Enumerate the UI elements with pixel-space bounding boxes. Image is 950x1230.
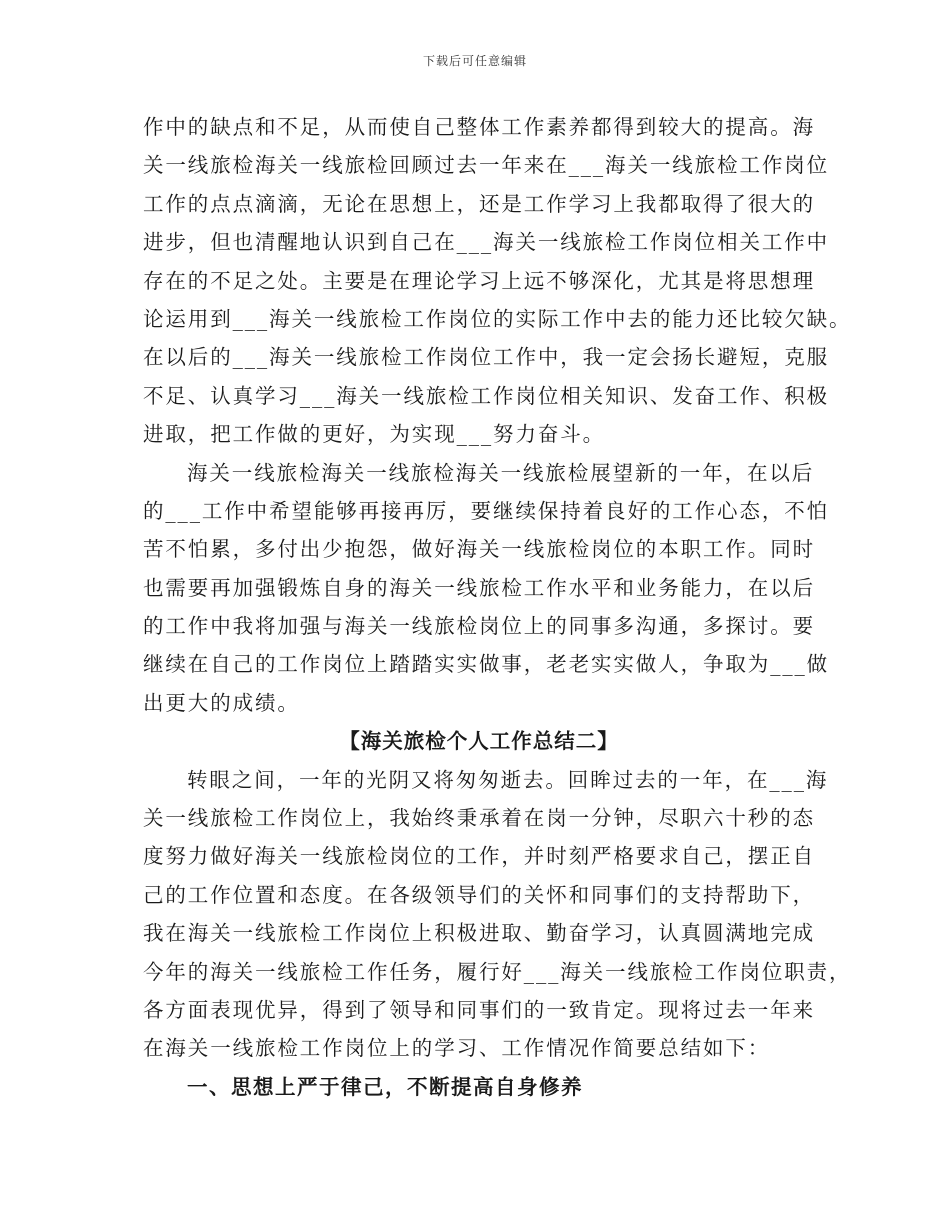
text-line: 各方面表现优异，得到了领导和同事们的一致肯定。现将过去一年来 bbox=[143, 997, 815, 1022]
text-line: 转眼之间，一年的光阴又将匆匆逝去。回眸过去的一年，在___海 bbox=[187, 767, 829, 792]
text-line: 在海关一线旅检工作岗位上的学习、工作情况作简要总结如下： bbox=[143, 1036, 771, 1061]
text-line: 的___工作中希望能够再接再厉，要继续保持着良好的工作心态，不怕 bbox=[143, 498, 830, 523]
page-header: 下载后可任意编辑 bbox=[422, 54, 527, 68]
paragraph bbox=[143, 108, 852, 454]
text-line: 海关一线旅检海关一线旅检海关一线旅检展望新的一年，在以后 bbox=[187, 460, 815, 485]
text-line: 的工作中我将加强与海关一线旅检岗位上的同事多沟通，多探讨。要 bbox=[143, 614, 815, 639]
section-title: 【海关旅检个人工作总结二】 bbox=[339, 729, 619, 754]
text-line: 在以后的___海关一线旅检工作岗位工作中，我一定会扬长避短，克服 bbox=[143, 345, 830, 370]
section-heading: 一、思想上严于律己，不断提高自身修养 bbox=[187, 1074, 583, 1099]
text-line: 关一线旅检工作岗位上，我始终秉承着在岗一分钟，尽职六十秒的态 bbox=[143, 806, 815, 831]
text-line: 继续在自己的工作岗位上踏踏实实做事，老老实实做人，争取为___做 bbox=[143, 652, 830, 677]
text-line: 存在的不足之处。主要是在理论学习上远不够深化，尤其是将思想理 bbox=[143, 268, 815, 293]
text-line: 苦不怕累，多付出少抱怨，做好海关一线旅检岗位的本职工作。同时 bbox=[143, 537, 815, 562]
text-line: 己的工作位置和态度。在各级领导们的关怀和同事们的支持帮助下， bbox=[143, 882, 815, 907]
text-line: 度努力做好海关一线旅检岗位的工作，并时刻严格要求自己，摆正自 bbox=[143, 844, 815, 869]
text-line: 进取，把工作做的更好，为实现___努力奋斗。 bbox=[143, 422, 606, 447]
text-line: 关一线旅检海关一线旅检回顾过去一年来在___海关一线旅检工作岗位 bbox=[143, 153, 830, 178]
text-line: 进步，但也清醒地认识到自己在___海关一线旅检工作岗位相关工作中 bbox=[143, 230, 830, 255]
paragraph bbox=[143, 761, 852, 1068]
document-body bbox=[143, 108, 852, 1106]
text-line: 出更大的成绩。 bbox=[143, 690, 300, 715]
text-line: 工作的点点滴滴，无论在思想上，还是工作学习上我都取得了很大的 bbox=[143, 191, 815, 216]
text-line: 作中的缺点和不足，从而使自己整体工作素养都得到较大的提高。海 bbox=[143, 115, 815, 139]
paragraph bbox=[143, 454, 830, 723]
text-line: 论运用到___海关一线旅检工作岗位的实际工作中去的能力还比较欠缺。 bbox=[143, 306, 852, 331]
text-line: 我在海关一线旅检工作岗位上积极进取、勤奋学习，认真圆满地完成 bbox=[143, 921, 815, 946]
text-line: 也需要再加强锻炼自身的海关一线旅检工作水平和业务能力，在以后 bbox=[143, 575, 815, 600]
text-line: 不足、认真学习___海关一线旅检工作岗位相关知识、发奋工作、积极 bbox=[143, 383, 830, 408]
text-line: 今年的海关一线旅检工作任务，履行好___海关一线旅检工作岗位职责， bbox=[143, 959, 852, 984]
